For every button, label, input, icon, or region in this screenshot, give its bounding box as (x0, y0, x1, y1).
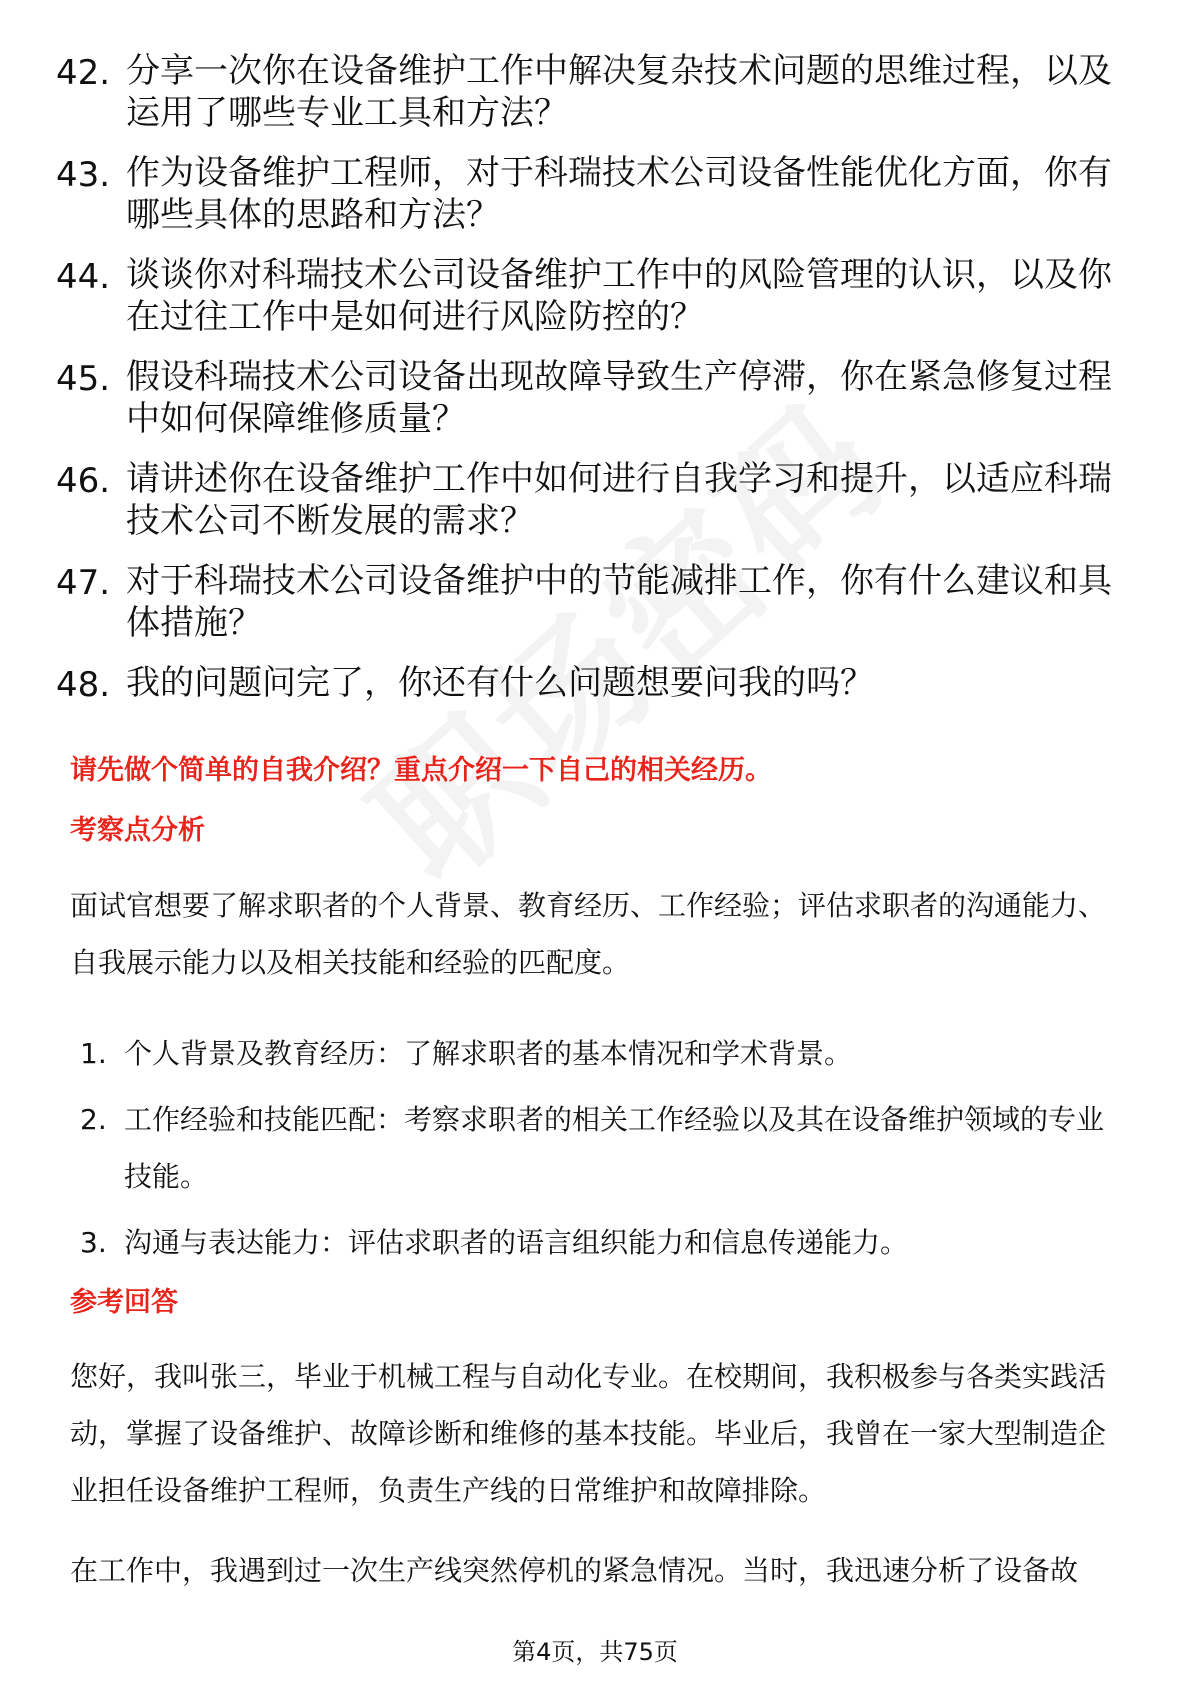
question-item (56, 50, 1136, 134)
question-number: 47. (56, 563, 111, 603)
list-item (80, 1214, 1120, 1271)
answer-heading: 参考回答 (70, 1287, 178, 1318)
question-text: 我的问题问完了，你还有什么问题想要问我的吗？ (126, 663, 874, 703)
question-number: 44. (56, 257, 111, 297)
list-text: 个人背景及教育经历：了解求职者的基本情况和学术背景。 (124, 1037, 853, 1070)
question-text: 作为设备维护工程师，对于科瑞技术公司设备性能优化方面，你有哪些具体的思路和方法？ (126, 153, 1112, 235)
question-text: 假设科瑞技术公司设备出现故障导致生产停滞，你在紧急修复过程中如何保障维修质量？ (126, 357, 1112, 439)
list-text: 工作经验和技能匹配：考察求职者的相关工作经验以及其在设备维护领域的专业技能。 (124, 1103, 1105, 1193)
list-text: 沟通与表达能力：评估求职者的语言组织能力和信息传递能力。 (124, 1226, 909, 1259)
answer-paragraph: 您好，我叫张三，毕业于机械工程与自动化专业。在校期间，我积极参与各类实践活动，掌握了设备维护、故障诊断和维修的基本技能。毕业后，我曾在一家大型制造企业担任设备维护工程师，负责生产线的日常维护和故障排除。 (70, 1360, 1107, 1507)
question-title: 请先做个简单的自我介绍？重点介绍一下自己的相关经历。 (70, 755, 772, 786)
list-number: 2. (80, 1103, 107, 1136)
answer-paragraph: 在工作中，我遇到过一次生产线突然停机的紧急情况。当时，我迅速分析了设备故 (70, 1554, 1079, 1587)
question-number: 45. (56, 359, 111, 399)
analysis-points (80, 1025, 1120, 1280)
list-number: 3. (80, 1226, 107, 1259)
analysis-intro: 面试官想要了解求职者的个人背景、教育经历、工作经验；评估求职者的沟通能力、自我展示能力以及相关技能和经验的匹配度。 (70, 889, 1107, 979)
question-number: 43. (56, 155, 111, 195)
question-list (56, 50, 1136, 726)
question-item (56, 458, 1136, 542)
question-text: 谈谈你对科瑞技术公司设备维护工作中的风险管理的认识，以及你在过往工作中是如何进行风险防控的？ (126, 255, 1112, 337)
analysis-heading: 考察点分析 (70, 815, 205, 846)
question-item (56, 254, 1136, 338)
question-text: 请讲述你在设备维护工作中如何进行自我学习和提升，以适应科瑞技术公司不断发展的需求？ (126, 459, 1112, 541)
question-text: 分享一次你在设备维护工作中解决复杂技术问题的思维过程，以及运用了哪些专业工具和方法？ (126, 51, 1112, 133)
question-item (56, 356, 1136, 440)
list-item (80, 1025, 1120, 1082)
question-item (56, 152, 1136, 236)
question-number: 46. (56, 461, 111, 501)
question-item (56, 560, 1136, 644)
question-number: 48. (56, 665, 111, 705)
list-item (80, 1091, 1120, 1205)
question-number: 42. (56, 53, 111, 93)
page-footer: 第4页，共75页 (512, 1638, 678, 1666)
list-number: 1. (80, 1037, 107, 1070)
question-item (56, 662, 1136, 708)
question-text: 对于科瑞技术公司设备维护中的节能减排工作，你有什么建议和具体措施？ (126, 561, 1112, 643)
